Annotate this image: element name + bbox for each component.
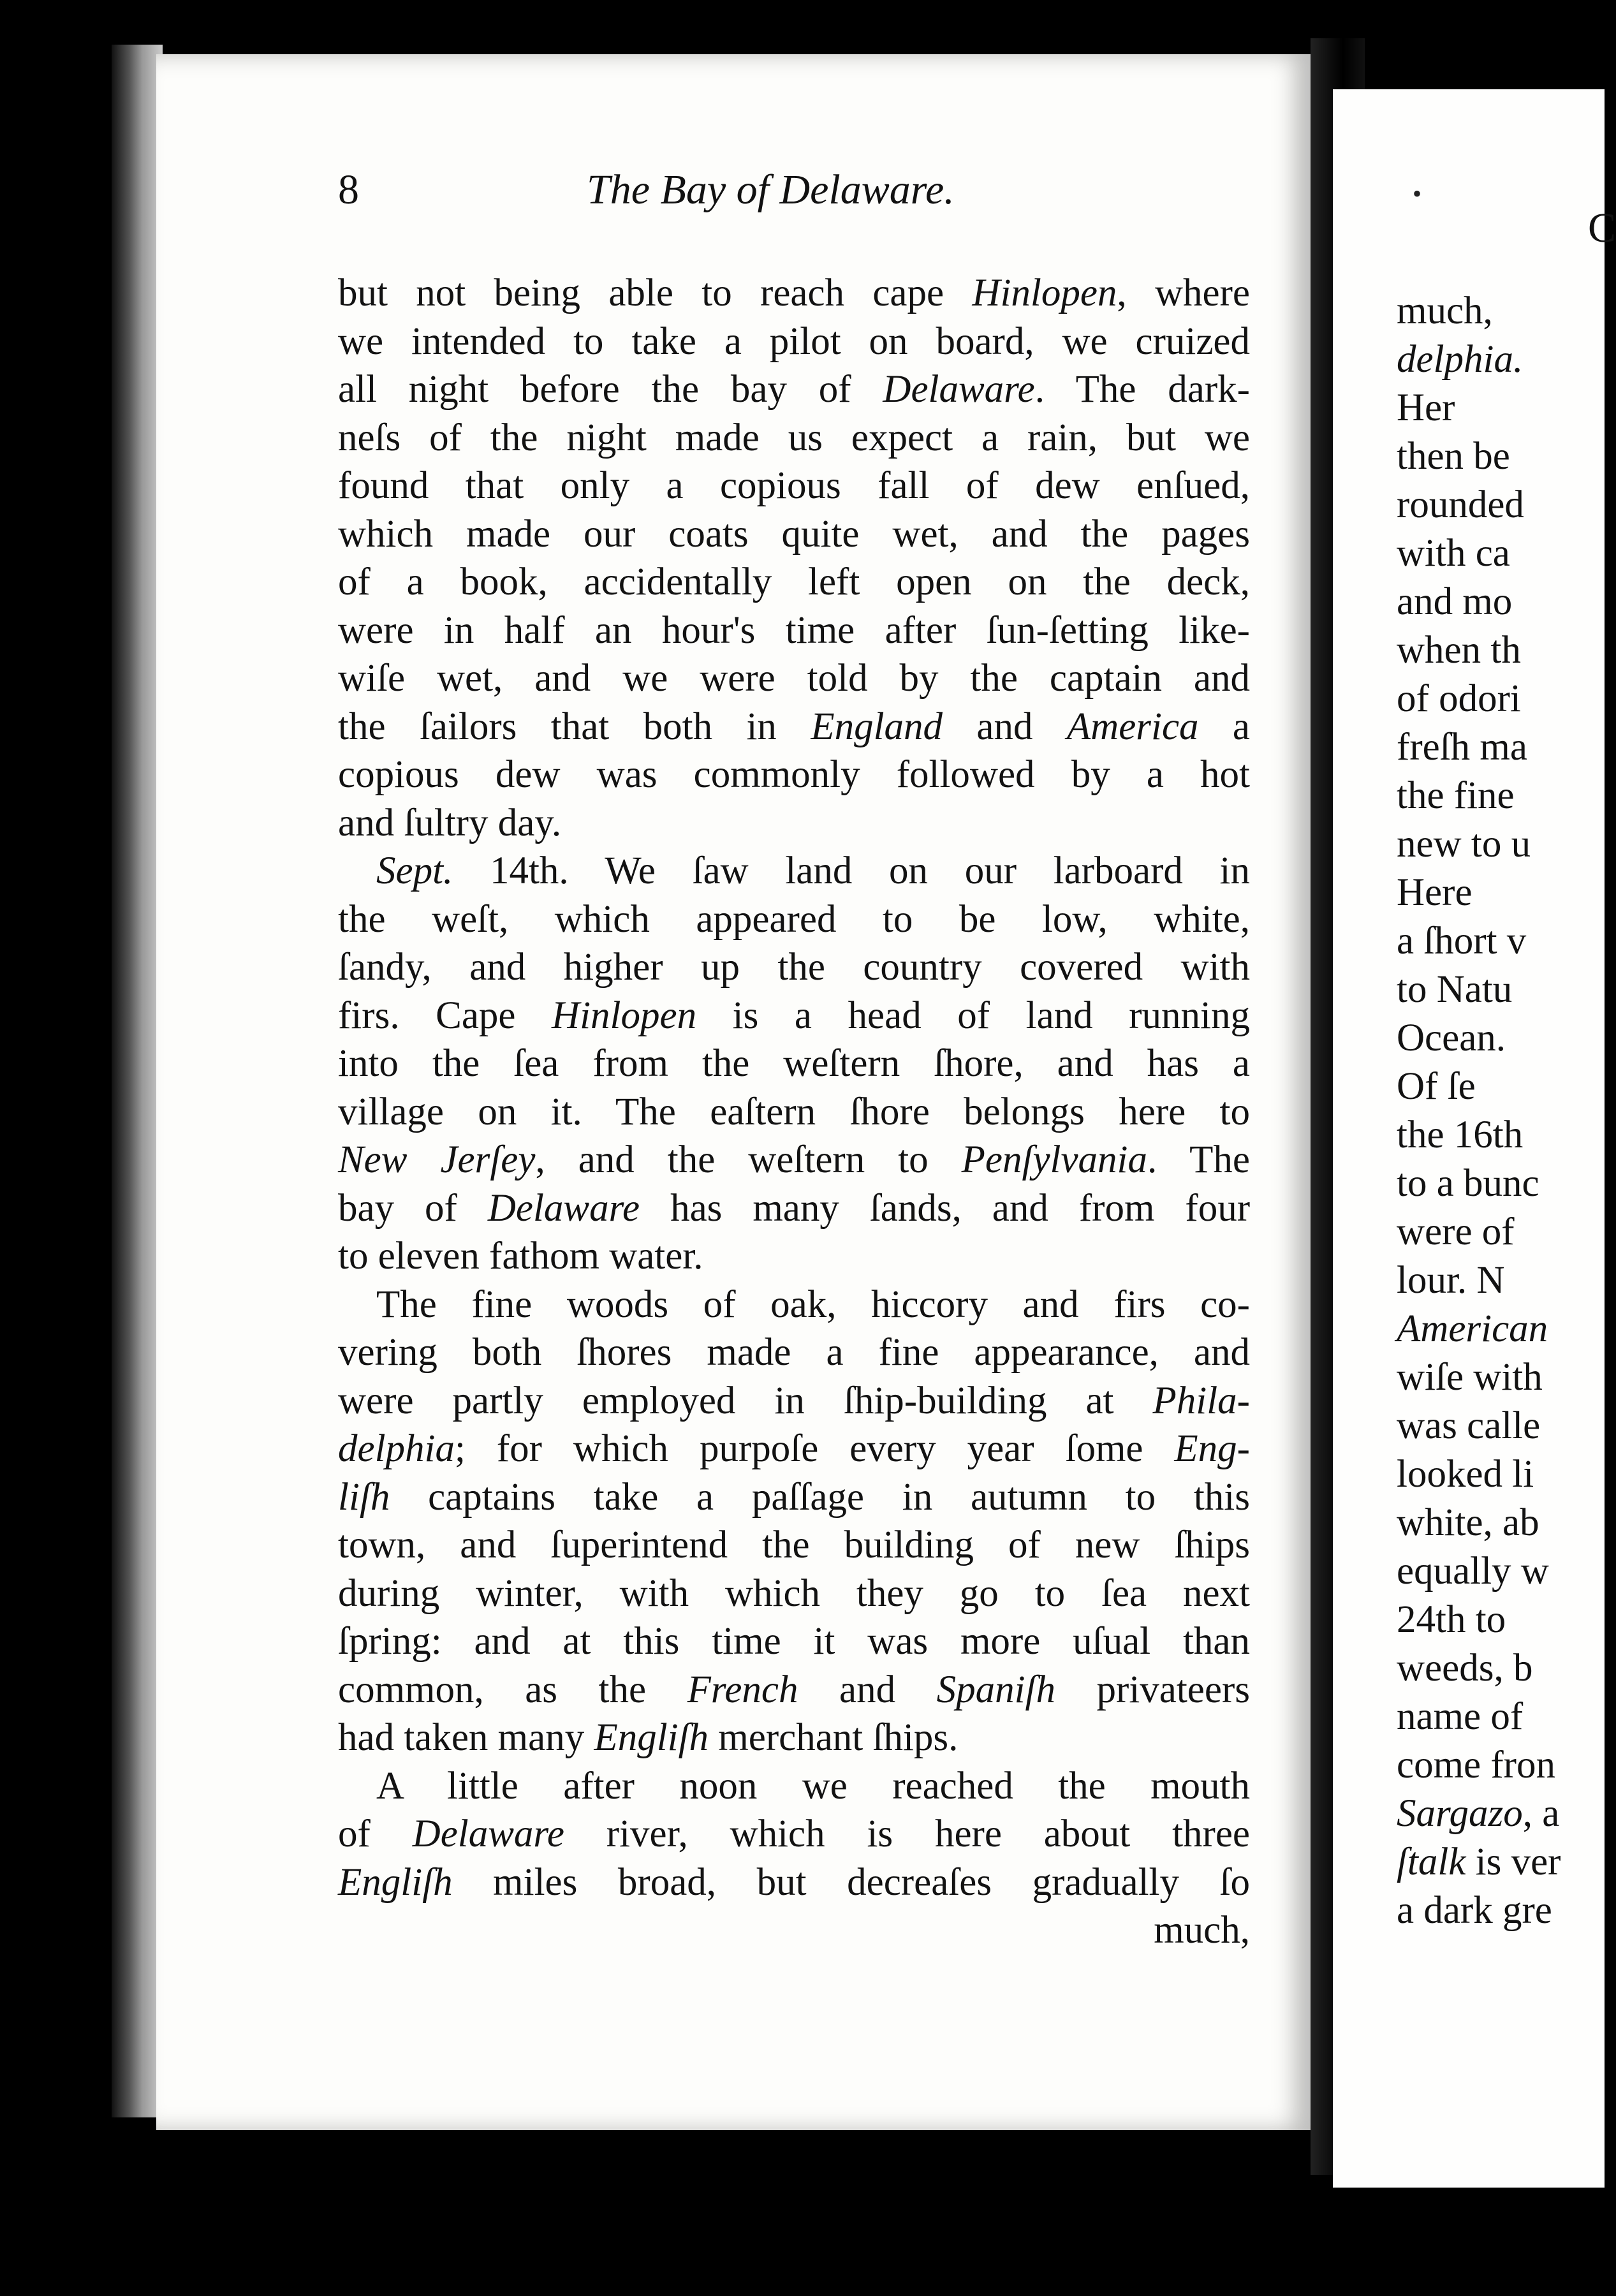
text-line: the ſailors that both in England and America a <box>338 705 1251 748</box>
text-line: to eleven fathom water. <box>338 1235 703 1277</box>
text-line: equally w <box>1397 1550 1549 1593</box>
text-line: common, as the French and Spaniſh privateers <box>338 1668 1250 1711</box>
right-page-body <box>1397 287 1613 1935</box>
text-line: delphia; for which purpoſe every year ſome Eng- <box>338 1427 1250 1470</box>
text-line: to a bunc <box>1397 1162 1539 1205</box>
text-line: ſtalk is ver <box>1397 1841 1561 1883</box>
text-line: come fron <box>1397 1744 1555 1786</box>
text-line: American <box>1397 1307 1548 1350</box>
text-line: and ſultry day. <box>338 801 562 844</box>
left-page-body <box>338 269 1250 1955</box>
text-line: the 16th <box>1397 1114 1524 1156</box>
text-line: town, and ſuperintend the building of new ſhips <box>338 1524 1250 1566</box>
text-line: was calle <box>1397 1404 1541 1447</box>
text-line: looked li <box>1397 1453 1534 1496</box>
text-line: of Delaware river, which is here about three <box>338 1813 1250 1855</box>
text-line: which made our coats quite wet, and the pages <box>338 512 1250 556</box>
text-line: found that only a copious fall of dew enſued, <box>338 464 1250 507</box>
book-edge-left <box>112 45 163 2117</box>
text-line: had taken many Engliſh merchant ſhips. <box>338 1716 959 1759</box>
text-line: delphia. <box>1397 338 1524 381</box>
text-line: vering both ſhores made a fine appearance, and <box>338 1331 1250 1374</box>
text-line: The fine woods of oak, hiccory and firs co- <box>376 1283 1250 1326</box>
text-line: ſpring: and at this time it was more uſual than <box>338 1620 1250 1663</box>
text-line: the fine <box>1397 774 1515 817</box>
text-line: when th <box>1397 629 1521 672</box>
text-line: A little after noon we reached the mouth <box>376 1764 1250 1807</box>
text-line: bay of Delaware has many ſands, and from four <box>338 1186 1251 1230</box>
right-page-mark: • <box>1413 179 1422 208</box>
text-line: but not being able to reach cape Hinlopen, where <box>338 272 1250 314</box>
right-running-head-fragment: C <box>1588 205 1616 251</box>
running-header <box>338 166 1250 223</box>
text-line: the weſt, which appeared to be low, white, <box>338 897 1250 941</box>
text-line: were of <box>1397 1211 1515 1253</box>
text-line: were in half an hour's time after ſun-ſetting like- <box>338 608 1250 652</box>
text-line: name of <box>1397 1695 1524 1738</box>
text-line: Ocean. <box>1397 1017 1506 1059</box>
text-line: much, <box>1154 1909 1250 1952</box>
text-line: rounded <box>1397 483 1524 526</box>
text-line: all night before the bay of Delaware. The dark- <box>338 368 1250 411</box>
text-line: were partly employed in ſhip-building at Phila- <box>338 1379 1250 1422</box>
text-line: to Natu <box>1397 968 1513 1011</box>
text-line: lour. N <box>1397 1259 1505 1302</box>
text-line: new to u <box>1397 823 1531 865</box>
text-line: we intended to take a pilot on board, we cruized <box>338 320 1250 363</box>
text-line: white, ab <box>1397 1501 1539 1544</box>
text-line: a dark gre <box>1397 1889 1552 1932</box>
text-line: Engliſh miles broad, but decreaſes gradually ſo <box>338 1860 1250 1904</box>
text-line: a ſhort v <box>1397 920 1527 962</box>
text-line: then be <box>1397 435 1510 478</box>
text-line: village on it. The eaſtern ſhore belongs here to <box>338 1090 1250 1133</box>
page-number: 8 <box>338 166 359 213</box>
text-line: Of ſe <box>1397 1065 1476 1108</box>
text-line: during winter, with which they go to ſea next <box>338 1571 1250 1615</box>
text-line: and mo <box>1397 580 1513 623</box>
text-line: weeds, b <box>1397 1647 1533 1689</box>
text-line: much, <box>1397 290 1493 332</box>
text-line: of odori <box>1397 677 1521 720</box>
text-line: with ca <box>1397 532 1510 575</box>
text-line: of a book, accidentally left open on the deck, <box>338 561 1250 603</box>
text-line: Sept. 14th. We ſaw land on our larboard in <box>376 850 1250 892</box>
text-line: Here <box>1397 871 1473 914</box>
text-line: Sargazo, a <box>1397 1792 1560 1835</box>
text-line: liſh captains take a paſſage in autumn to this <box>338 1475 1250 1519</box>
text-line: neſs of the night made us expect a rain, but we <box>338 416 1250 459</box>
text-line: Her <box>1397 386 1455 429</box>
text-line: firs. Cape Hinlopen is a head of land running <box>338 994 1250 1037</box>
text-line: New Jerſey, and the weſtern to Penſylvania. The <box>338 1138 1250 1181</box>
text-line: copious dew was commonly followed by a hot <box>338 753 1250 796</box>
running-head-title: The Bay of Delaware. <box>587 166 955 213</box>
text-line: wiſe wet, and we were told by the captain and <box>338 657 1250 700</box>
text-line: wiſe with <box>1397 1356 1543 1399</box>
text-line: 24th to <box>1397 1598 1506 1641</box>
text-line: freſh ma <box>1397 726 1527 769</box>
text-line: into the ſea from the weſtern ſhore, and has a <box>338 1042 1250 1085</box>
text-line: ſandy, and higher up the country covered with <box>338 946 1250 989</box>
